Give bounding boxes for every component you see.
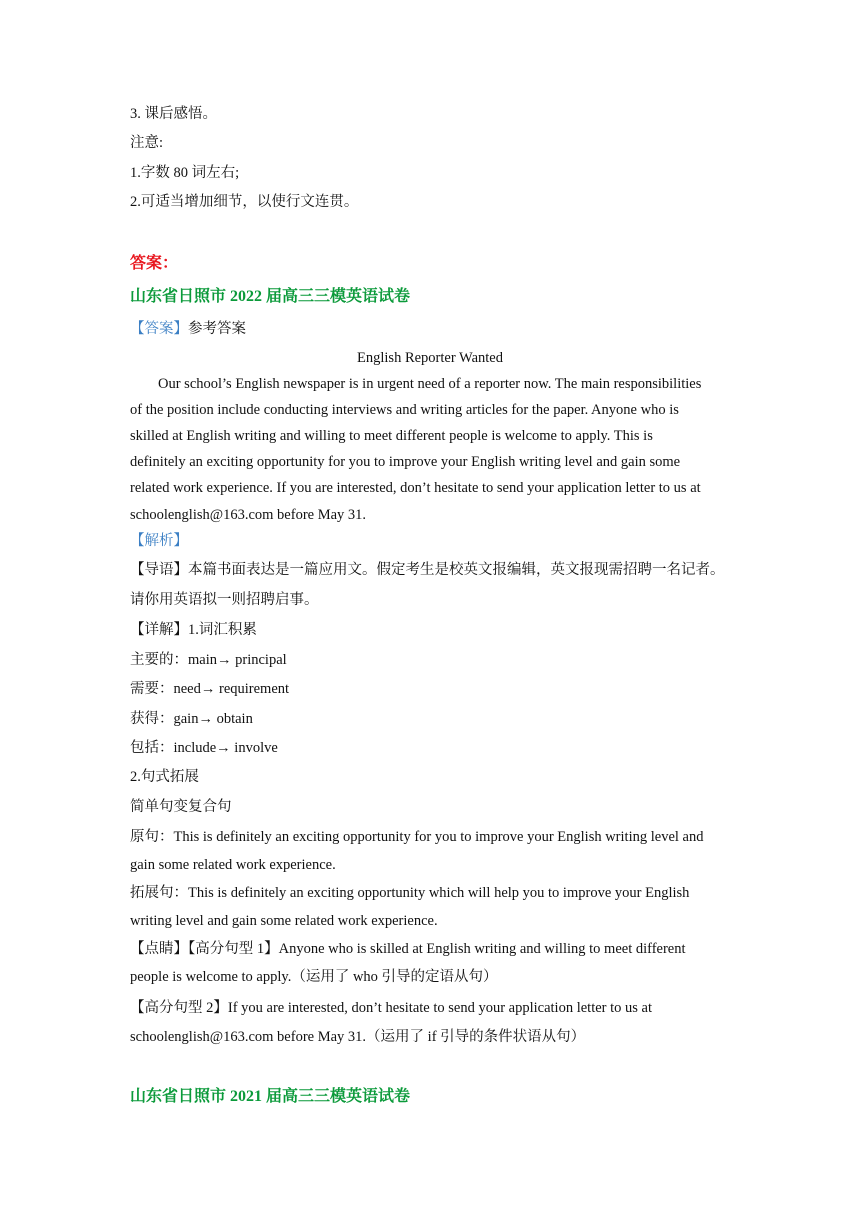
highlight-1a: 【点睛】【高分句型 1】Anyone who is skilled at English writing and willing to meet different: [130, 941, 686, 957]
intro-line-1: 3. 课后感悟。: [130, 106, 217, 122]
guide-line-2: 请你用英语拟一则招聘启事。: [130, 592, 319, 608]
vocab-item: 获得：gain→ obtain: [130, 711, 253, 727]
detail-header: 【详解】1.词汇积累: [130, 622, 257, 638]
analysis-tag: 【解析】: [130, 533, 188, 549]
essay-line: related work experience. If you are interested, don’t hesitate to send your application letter to us at: [130, 480, 701, 496]
essay-title: English Reporter Wanted: [357, 350, 503, 366]
extended-sentence-2: writing level and gain some related work experience.: [130, 913, 438, 929]
extended-sentence-1: 拓展句：This is definitely an exciting opportunity which will help you to improve your English: [130, 885, 690, 901]
essay-line: skilled at English writing and willing to meet different people is welcome to apply. This is: [130, 428, 653, 444]
guide-line-1: 【导语】本篇书面表达是一篇应用文。假定考生是校英文报编辑，英文报现需招聘一名记者。: [130, 562, 725, 578]
highlight-2a: 【高分句型 2】If you are interested, don’t hesitate to send your application letter to us at: [130, 1000, 653, 1016]
essay-line: schoolenglish@163.com before May 31.: [130, 507, 367, 523]
section-title-2022: 山东省日照市 2022 届高三三模英语试卷: [130, 288, 411, 305]
highlight-2b: schoolenglish@163.com before May 31.（运用了 if 引导的条件状语从句）: [130, 1029, 586, 1045]
essay-line: Our school’s English newspaper is in urgent need of a reporter now. The main responsibilities: [158, 376, 702, 392]
vocab-item: 需要：need→ requirement: [130, 681, 290, 697]
answer-heading: 答案：: [130, 255, 179, 272]
original-sentence-1: 原句：This is definitely an exciting opportunity for you to improve your English writing level and: [130, 829, 704, 845]
vocab-item: 包括：include→ involve: [130, 740, 278, 756]
intro-line-4: 2.可适当增加细节，以使行文连贯。: [130, 194, 359, 210]
highlight-1b: people is welcome to apply.（运用了 who 引导的定语从句）: [130, 969, 498, 985]
original-sentence-2: gain some related work experience.: [130, 857, 336, 873]
section-title-2021: 山东省日照市 2021 届高三三模英语试卷: [130, 1088, 411, 1105]
intro-line-2: 注意:: [130, 135, 164, 151]
sentence-header: 2.句式拓展: [130, 769, 199, 785]
sentence-sub: 简单句变复合句: [130, 799, 232, 815]
intro-line-3: 1.字数 80 词左右;: [130, 165, 240, 181]
essay-line: definitely an exciting opportunity for you to improve your English writing level and gain some: [130, 454, 681, 470]
answer-line: [130, 320, 730, 338]
vocab-item: 主要的：main→ principal: [130, 652, 287, 668]
essay-line: of the position include conducting interviews and writing articles for the paper. Anyone who is: [130, 402, 679, 418]
answer-tag: 【答案】: [130, 321, 188, 337]
answer-label: 参考答案: [188, 321, 246, 337]
